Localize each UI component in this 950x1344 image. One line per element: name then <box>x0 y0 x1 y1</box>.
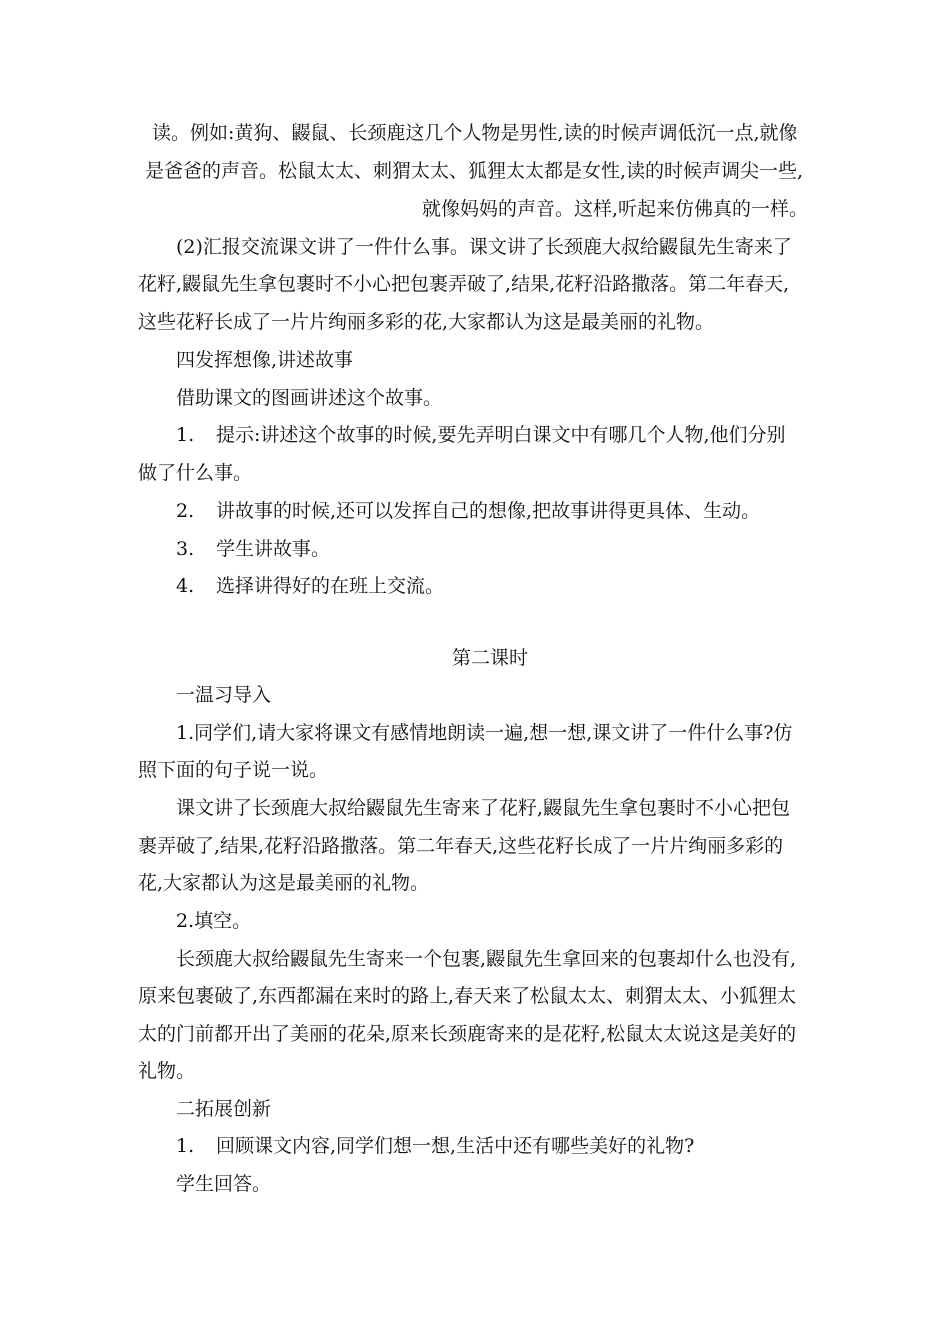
paragraph-line: 课文讲了长颈鹿大叔给鼹鼠先生寄来了花籽,鼹鼠先生拿包裹时不小心把包 <box>176 797 791 819</box>
list-text: 回顾课文内容,同学们想一想,生活中还有哪些美好的礼物? <box>216 1135 695 1157</box>
section-heading: 二拓展创新 <box>176 1098 272 1120</box>
paragraph-line: (2)汇报交流课文讲了一件什么事。课文讲了长颈鹿大叔给鼹鼠先生寄来了 <box>176 236 792 258</box>
list-text: 学生讲故事。 <box>216 538 331 560</box>
paragraph-line: 读。例如:黄狗、鼹鼠、长颈鹿这几个人物是男性,读的时候声调低沉一点,就像 <box>152 122 798 144</box>
list-item <box>176 537 330 561</box>
list-number: 4. <box>176 575 195 597</box>
list-text: 选择讲得好的在班上交流。 <box>216 575 445 597</box>
list-item <box>176 499 760 523</box>
paragraph-line: 是爸爸的声音。松鼠太太、刺猬太太、狐狸太太都是女性,读的时候声调尖一些, <box>145 160 804 182</box>
paragraph-line: 做了什么事。 <box>138 462 253 484</box>
list-number: 1. <box>176 1135 195 1157</box>
paragraph-line: 花,大家都认为这是最美丽的礼物。 <box>138 872 430 894</box>
paragraph-line: 2.填空。 <box>176 910 252 932</box>
paragraph-line: 学生回答。 <box>176 1173 272 1195</box>
paragraph-line: 这些花籽长成了一片片绚丽多彩的花,大家都认为这是最美丽的礼物。 <box>138 311 715 333</box>
section-heading: 四发挥想像,讲述故事 <box>176 349 354 371</box>
list-text: 提示:讲述这个故事的时候,要先弄明白课文中有哪几个人物,他们分别 <box>216 424 786 446</box>
list-number: 1. <box>176 424 195 446</box>
section-heading: 一温习导入 <box>176 684 272 706</box>
lesson-title: 第二课时 <box>452 647 529 669</box>
paragraph-line: 礼物。 <box>138 1060 196 1082</box>
paragraph-line: 1.同学们,请大家将课文有感情地朗读一遍,想一想,课文讲了一件什么事?仿 <box>176 722 793 744</box>
paragraph-line: 就像妈妈的声音。这样,听起来仿佛真的一样。 <box>422 198 809 220</box>
paragraph-line: 裹弄破了,结果,花籽沿路撒落。第二年春天,这些花籽长成了一片片绚丽多彩的 <box>138 835 784 857</box>
list-number: 2. <box>176 500 195 522</box>
list-number: 3. <box>176 538 195 560</box>
list-text: 讲故事的时候,还可以发挥自己的想像,把故事讲得更具体、生动。 <box>216 500 761 522</box>
paragraph-line: 原来包裹破了,东西都漏在来时的路上,春天来了松鼠太太、刺猬太太、小狐狸太 <box>138 985 797 1007</box>
paragraph-line: 长颈鹿大叔给鼹鼠先生寄来一个包裹,鼹鼠先生拿回来的包裹却什么也没有, <box>176 948 797 970</box>
paragraph-line: 照下面的句子说一说。 <box>138 759 329 781</box>
paragraph-line: 花籽,鼹鼠先生拿包裹时不小心把包裹弄破了,结果,花籽沿路撒落。第二年春天, <box>138 273 790 295</box>
list-item <box>176 574 444 598</box>
paragraph-line: 太的门前都开出了美丽的花朵,原来长颈鹿寄来的是花籽,松鼠太太说这是美好的 <box>138 1023 797 1045</box>
paragraph-line: 借助课文的图画讲述这个故事。 <box>176 387 443 409</box>
list-item <box>176 1134 694 1158</box>
list-item <box>176 423 785 447</box>
